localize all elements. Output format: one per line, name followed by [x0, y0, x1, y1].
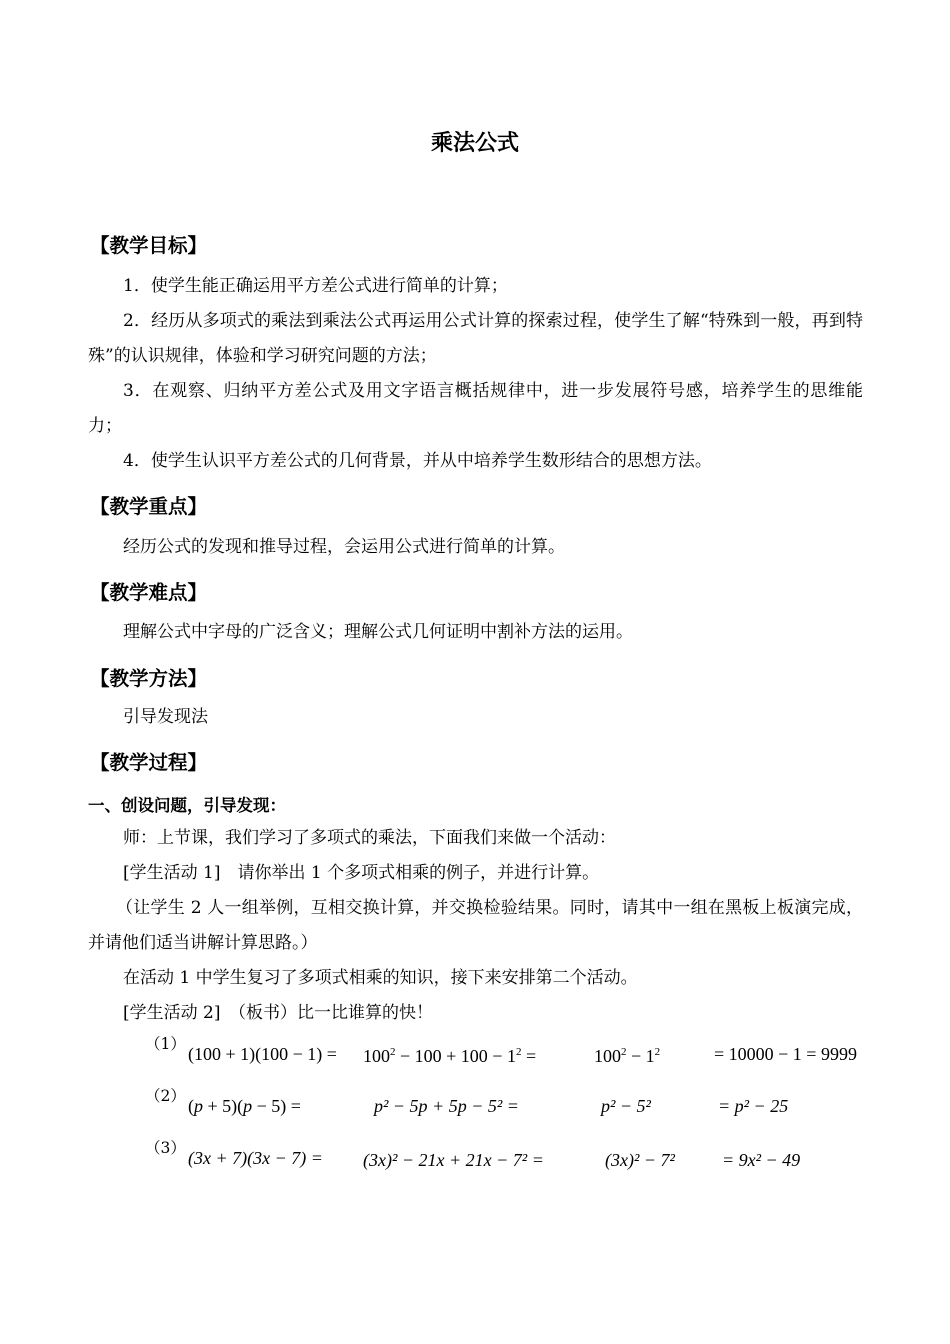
method-heading: 【教学方法】: [90, 667, 208, 690]
process-heading: 【教学过程】: [90, 751, 208, 774]
example-2-step-2: p² − 5p + 5p − 5² =: [374, 1096, 519, 1116]
page-title: 乘法公式: [430, 131, 519, 156]
example-1-step-2: $100^2 - 100 + 100 - 1^2$ =: [363, 1046, 537, 1066]
process-line: 师：上节课，我们学习了多项式的乘法，下面我们来做一个活动：: [123, 828, 616, 848]
process-line: （让学生 2 人一组举例，互相交换计算，并交换检验结果。同时，请其中一组在黑板上板演完成，并请他们适当讲解计算思路。）: [88, 898, 863, 953]
example-3-result: = 9x² − 49: [722, 1150, 801, 1170]
goal-item: 1．使学生能正确运用平方差公式进行简单的计算；: [123, 276, 508, 296]
process-line: 在活动 1 中学生复习了多项式相乘的知识，接下来安排第二个活动。: [123, 968, 638, 988]
key-points-heading: 【教学重点】: [90, 495, 208, 518]
example-3-step-3: (3x)² − 7²: [605, 1150, 675, 1170]
example-3-step-2: (3x)² − 21x + 21x − 7² =: [363, 1150, 544, 1170]
goal-item: 4．使学生认识平方差公式的几何背景，并从中培养学生数形结合的思想方法。: [123, 451, 712, 471]
example-2-step-1: (p + 5)(p − 5) =: [188, 1096, 301, 1116]
method-text: 引导发现法: [123, 707, 208, 727]
process-line: [学生活动 2] （板书）比一比谁算的快！: [123, 1003, 433, 1023]
key-points-text: 经历公式的发现和推导过程，会运用公式进行简单的计算。: [123, 537, 565, 557]
difficulties-heading: 【教学难点】: [90, 581, 208, 604]
example-2-result: = p² − 25: [718, 1096, 789, 1116]
example-1-result: = 10000 − 1 = 9999: [714, 1044, 857, 1064]
difficulties-text: 理解公式中字母的广泛含义；理解公式几何证明中割补方法的运用。: [123, 622, 633, 642]
goal-item: 2．经历从多项式的乘法到乘法公式再运用公式计算的探索过程，使学生了解“特殊到一般，再到特殊”的认识规律，体验和学习研究问题的方法；: [88, 311, 863, 366]
example-number: （3）: [145, 1139, 186, 1157]
example-number: （1）: [145, 1035, 186, 1053]
process-subheading: 一、创设问题，引导发现：: [88, 796, 286, 815]
goals-heading: 【教学目标】: [90, 234, 208, 257]
example-3-step-1: (3x + 7)(3x − 7) =: [188, 1148, 323, 1168]
example-1-step-3: $100^2 - 1^2$: [594, 1046, 661, 1066]
example-number: （2）: [145, 1087, 186, 1105]
example-1-step-1: (100 + 1)(100 − 1) =: [188, 1044, 337, 1064]
goal-item: 3．在观察、归纳平方差公式及用文字语言概括规律中，进一步发展符号感，培养学生的思维能力；: [88, 381, 863, 436]
process-line: [学生活动 1] 请你举出 1 个多项式相乘的例子，并进行计算。: [123, 863, 600, 883]
example-2-step-3: p² − 5²: [601, 1096, 651, 1116]
